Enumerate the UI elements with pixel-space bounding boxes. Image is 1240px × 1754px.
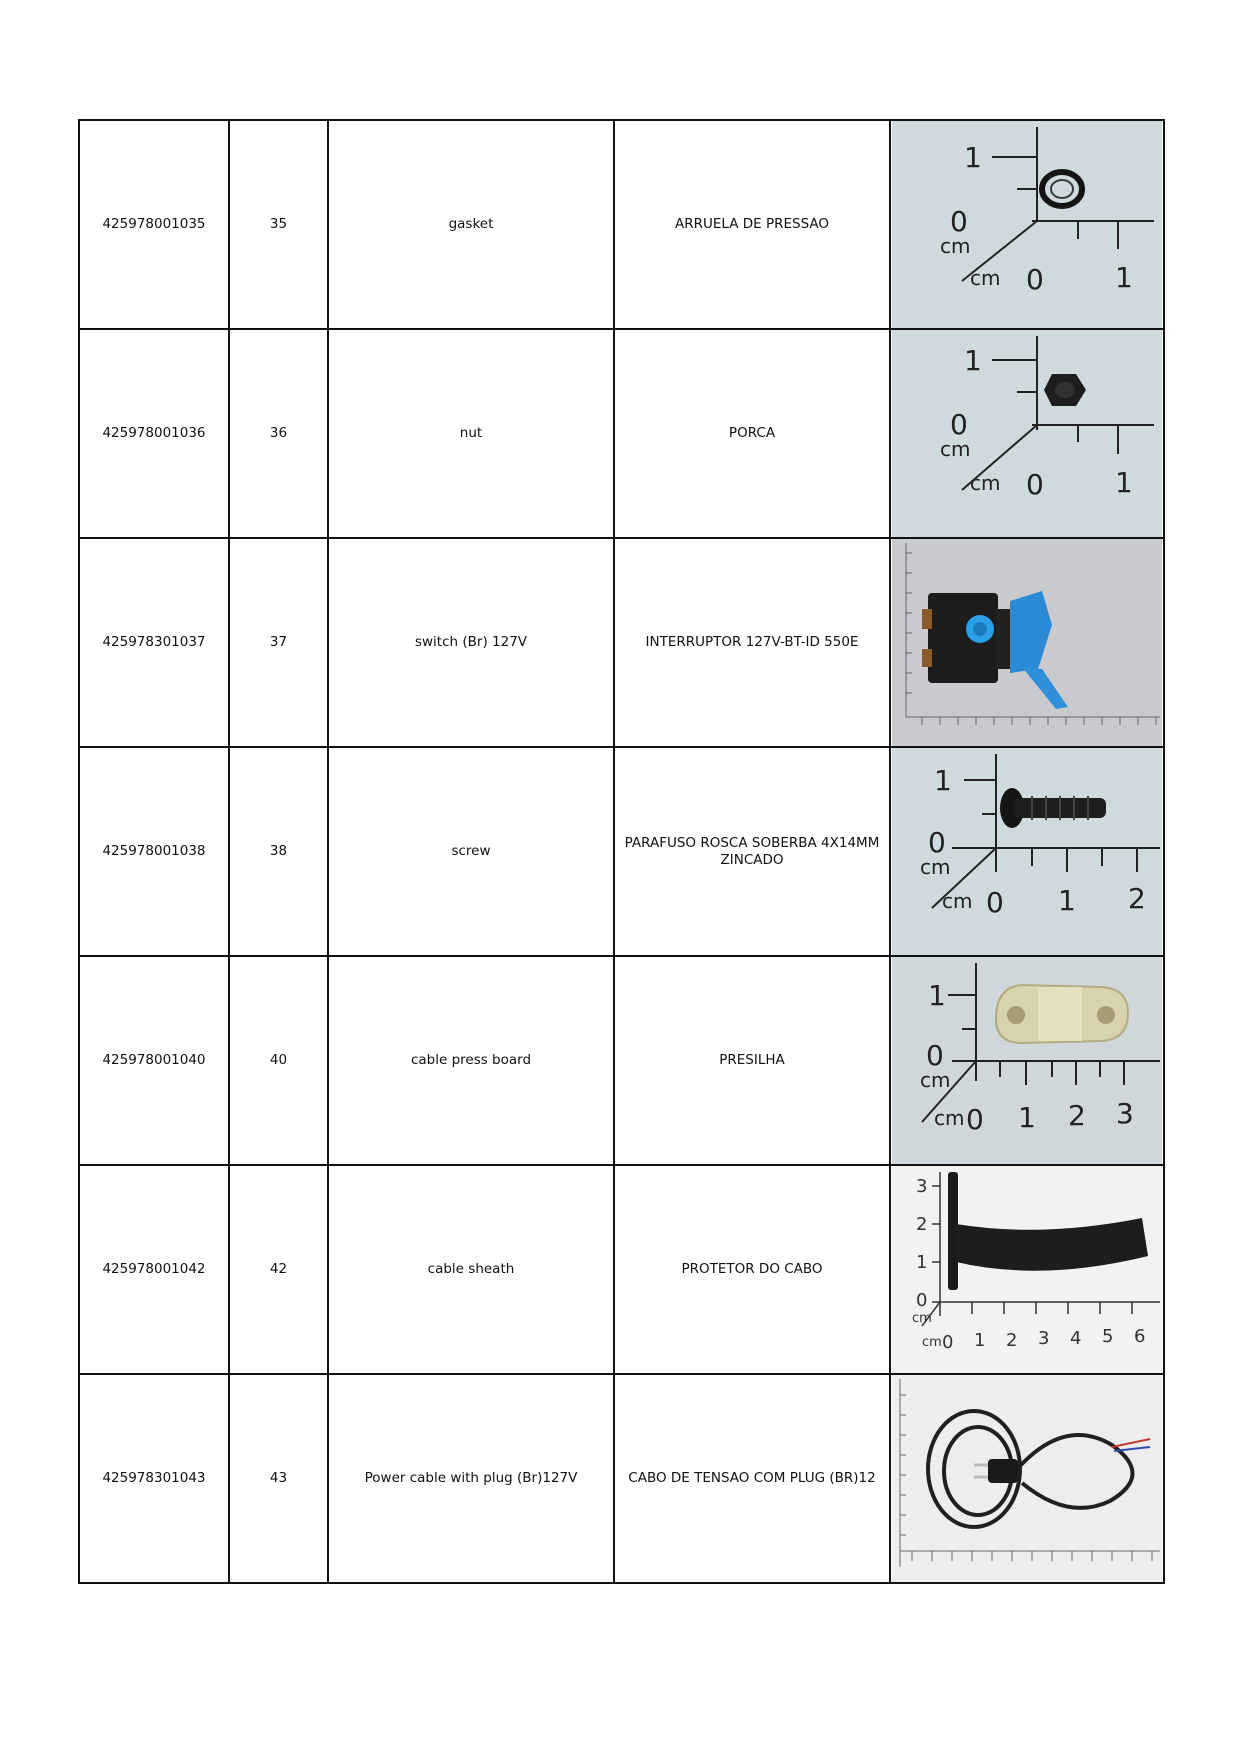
part-name-portuguese: PROTETOR DO CABO	[614, 1165, 890, 1374]
scale-x-label: 4	[1070, 1328, 1082, 1349]
table-row	[79, 1374, 1164, 1583]
part-photo-cell	[890, 120, 1164, 329]
scale-x-label: 1	[974, 1330, 986, 1351]
scale-y-label: 3	[916, 1176, 928, 1197]
screw-photo	[892, 748, 1162, 955]
part-name-portuguese: ARRUELA DE PRESSAO	[614, 120, 890, 329]
part-name-english: gasket	[328, 120, 614, 329]
part-number: 425978001035	[79, 120, 229, 329]
scale-x-label: 2	[1068, 1099, 1086, 1132]
hex-nut-photo	[892, 330, 1162, 537]
scale-unit-label: cm	[920, 1068, 951, 1092]
scale-x-label: 3	[1116, 1097, 1134, 1130]
part-photo-cell	[890, 329, 1164, 538]
table-row	[79, 538, 1164, 747]
part-photo-cell	[890, 747, 1164, 956]
cable-clamp-photo	[892, 957, 1162, 1164]
position-number: 42	[229, 1165, 328, 1374]
scale-x-label: 6	[1134, 1326, 1146, 1347]
part-photo-cell	[890, 538, 1164, 747]
parts-table	[78, 119, 1165, 1584]
position-number: 37	[229, 538, 328, 747]
position-number: 38	[229, 747, 328, 956]
scale-x-label: 0	[942, 1332, 954, 1353]
part-name-portuguese: INTERRUPTOR 127V-BT-ID 550E	[614, 538, 890, 747]
scale-x-label: 0	[986, 886, 1004, 919]
part-name-english: Power cable with plug (Br)127V	[328, 1374, 614, 1583]
part-photo-cell	[890, 1374, 1164, 1583]
scale-y-label: 0	[950, 205, 968, 238]
table-row	[79, 1165, 1164, 1374]
part-number: 425978001042	[79, 1165, 229, 1374]
table-row	[79, 120, 1164, 329]
part-name-english: switch (Br) 127V	[328, 538, 614, 747]
part-number: 425978001040	[79, 956, 229, 1165]
position-number: 36	[229, 329, 328, 538]
scale-x-label: 2	[1006, 1330, 1018, 1351]
position-number: 35	[229, 120, 328, 329]
part-name-english: cable press board	[328, 956, 614, 1165]
position-number: 40	[229, 956, 328, 1165]
part-name-english: screw	[328, 747, 614, 956]
scale-y-label: 0	[926, 1039, 944, 1072]
scale-x-label: 1	[1058, 884, 1076, 917]
scale-unit-label: cm	[942, 889, 973, 913]
part-name-english: cable sheath	[328, 1165, 614, 1374]
scale-x-label: 3	[1038, 1328, 1050, 1349]
scale-unit-label: cm	[920, 855, 951, 879]
table-row	[79, 747, 1164, 956]
part-photo-cell	[890, 1165, 1164, 1374]
scale-y-label: 1	[916, 1252, 928, 1273]
scale-x-label: 1	[1115, 466, 1133, 499]
cable-sheath-photo	[892, 1166, 1162, 1373]
scale-y-label: 1	[964, 344, 982, 377]
scale-y-label: 1	[964, 141, 982, 174]
table-row	[79, 956, 1164, 1165]
scale-unit-label: cm	[970, 266, 1001, 290]
part-number: 425978301043	[79, 1374, 229, 1583]
scale-x-label: 1	[1018, 1101, 1036, 1134]
table-row	[79, 329, 1164, 538]
washer-photo	[892, 121, 1162, 328]
power-cable-photo	[892, 1375, 1162, 1582]
scale-unit-label: cm	[922, 1335, 942, 1350]
scale-x-label: 0	[1026, 263, 1044, 296]
part-photo-cell	[890, 956, 1164, 1165]
scale-y-label: 0	[916, 1290, 928, 1311]
part-name-portuguese: PORCA	[614, 329, 890, 538]
part-number: 425978001036	[79, 329, 229, 538]
part-name-portuguese: CABO DE TENSAO COM PLUG (BR)12	[614, 1374, 890, 1583]
scale-y-label: 1	[928, 979, 946, 1012]
part-number: 425978301037	[79, 538, 229, 747]
part-name-portuguese: PRESILHA	[614, 956, 890, 1165]
position-number: 43	[229, 1374, 328, 1583]
scale-unit-label: cm	[934, 1106, 965, 1130]
scale-x-label: 2	[1128, 882, 1146, 915]
scale-unit-label: cm	[940, 234, 971, 258]
scale-x-label: 1	[1115, 261, 1133, 294]
scale-x-label: 0	[1026, 468, 1044, 501]
trigger-switch-photo	[892, 539, 1162, 746]
part-name-portuguese: PARAFUSO ROSCA SOBERBA 4X14MM ZINCADO	[614, 747, 890, 956]
scale-y-label: 0	[928, 826, 946, 859]
scale-y-label: 0	[950, 408, 968, 441]
scale-x-label: 0	[966, 1103, 984, 1136]
part-number: 425978001038	[79, 747, 229, 956]
scale-unit-label: cm	[940, 437, 971, 461]
scale-unit-label: cm	[912, 1311, 932, 1326]
scale-unit-label: cm	[970, 471, 1001, 495]
scale-x-label: 5	[1102, 1326, 1114, 1347]
scale-y-label: 1	[934, 764, 952, 797]
part-name-english: nut	[328, 329, 614, 538]
scale-y-label: 2	[916, 1214, 928, 1235]
